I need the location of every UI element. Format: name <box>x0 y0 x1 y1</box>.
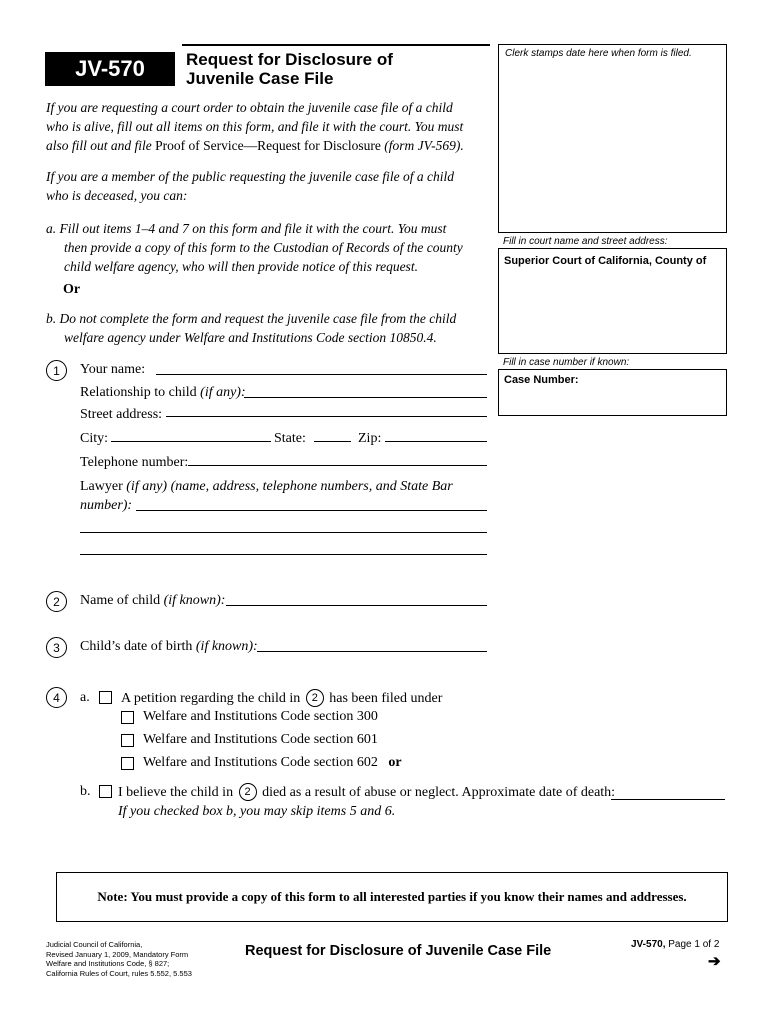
option-a-line2: then provide a copy of this form to the Custodian of Records of the county <box>64 240 463 255</box>
item-4b-text <box>118 783 615 801</box>
form-title <box>186 50 393 88</box>
item-2-number: 2 <box>46 591 67 612</box>
item-4b-text2: died as a result of abuse or neglect. Approximate date of death: <box>262 785 616 800</box>
title-rule <box>182 44 490 46</box>
child-dob-text: Child’s date of birth <box>80 639 193 654</box>
option-b-line2: welfare agency under Welfare and Institutions Code section 10850.4. <box>64 330 437 345</box>
item-4b-note: If you checked box b, you may skip items 5 and 6. <box>118 804 396 819</box>
zip-field[interactable] <box>385 441 487 442</box>
lawyer-field-line2[interactable] <box>80 532 487 533</box>
state-field[interactable] <box>314 441 351 442</box>
section-300-checkbox[interactable] <box>121 711 134 724</box>
intro-p1-line3-c: (form JV-569). <box>380 138 464 153</box>
item-4b-letter: b. <box>80 784 91 799</box>
item-4a-ref: 2 <box>306 689 324 707</box>
relationship-field[interactable] <box>244 397 487 398</box>
footer-form-id: JV-570, <box>631 939 666 950</box>
your-name-field[interactable] <box>156 374 487 375</box>
child-dob-note: (if known): <box>195 639 258 654</box>
section-602-or: or <box>388 755 402 770</box>
form-number-badge: JV-570 <box>45 52 175 86</box>
item-4b-checkbox[interactable] <box>99 785 112 798</box>
lawyer-note-line2: number): <box>80 498 133 513</box>
intro-option-b <box>46 309 456 347</box>
case-number-hint: Fill in case number if known: <box>503 357 630 368</box>
footer-line3: Welfare and Institutions Code, § 827; <box>46 959 170 968</box>
footer-line1: Judicial Council of California, <box>46 940 143 949</box>
clerk-stamp-label: Clerk stamps date here when form is filed. <box>505 48 692 59</box>
option-a-line3: child welfare agency, who will then provide notice of this request. <box>64 259 418 274</box>
city-label: City: <box>80 431 109 446</box>
form-title-line1: Request for Disclosure of <box>186 50 393 69</box>
footer-page-label <box>631 939 719 950</box>
intro-paragraph-2 <box>46 167 454 205</box>
note-text: Note: You must provide a copy of this form to all interested parties if you know their names and addresses. <box>97 889 687 904</box>
relationship-text: Relationship to child <box>80 385 197 400</box>
note-box <box>56 872 728 922</box>
child-name-note: (if known): <box>163 593 226 608</box>
lawyer-text: Lawyer <box>80 479 123 494</box>
state-label: State: <box>274 431 306 446</box>
child-name-label <box>80 593 225 609</box>
next-page-arrow-icon[interactable]: ➔ <box>708 953 721 970</box>
telephone-label: Telephone number: <box>80 455 189 470</box>
section-300-label: Welfare and Institutions Code section 300 <box>143 709 378 724</box>
form-title-line2: Juvenile Case File <box>186 69 334 88</box>
footer-title: Request for Disclosure of Juvenile Case File <box>245 943 552 959</box>
intro-p2-line2: who is deceased, you can: <box>46 188 188 203</box>
intro-or-label: Or <box>63 282 81 297</box>
lawyer-note: (if any) (name, address, telephone numbers, and State Bar <box>126 479 453 494</box>
child-name-field[interactable] <box>226 605 487 606</box>
item-4a-checkbox[interactable] <box>99 691 112 704</box>
section-602-label <box>143 755 402 771</box>
lawyer-field-line1[interactable] <box>136 510 487 511</box>
case-number-box[interactable] <box>498 369 727 416</box>
clerk-stamp-box[interactable] <box>498 44 727 233</box>
item-4a-text1: A petition regarding the child in <box>121 691 301 706</box>
your-name-label: Your name: <box>80 362 146 377</box>
intro-p2-line1: If you are a member of the public requesting the juvenile case file of a child <box>46 169 455 184</box>
telephone-field[interactable] <box>188 465 487 466</box>
section-601-checkbox[interactable] <box>121 734 134 747</box>
relationship-label <box>80 385 246 401</box>
street-address-field[interactable] <box>166 416 487 417</box>
intro-p1-line3 <box>46 136 464 155</box>
section-602-text: Welfare and Institutions Code section 602 <box>143 755 378 770</box>
item-4b-ref: 2 <box>239 783 257 801</box>
intro-p1-line2: who is alive, fill out all items on this form, and file it with the court. You must <box>46 119 464 134</box>
lawyer-field-line3[interactable] <box>80 554 487 555</box>
section-601-label: Welfare and Institutions Code section 601 <box>143 732 378 747</box>
option-a-line1: a. Fill out items 1–4 and 7 on this form and file it with the court. You must <box>46 221 447 236</box>
lawyer-label <box>80 479 453 495</box>
zip-label: Zip: <box>358 431 382 446</box>
option-b-line1: b. Do not complete the form and request the juvenile case file from the child <box>46 311 457 326</box>
date-of-death-field[interactable] <box>611 799 725 800</box>
intro-option-a <box>46 219 463 276</box>
item-4-number: 4 <box>46 687 67 708</box>
relationship-note: (if any): <box>200 385 246 400</box>
footer-citation <box>46 940 192 978</box>
proof-of-service-title: Proof of Service—Request for Disclosure <box>155 138 381 153</box>
case-number-label: Case Number: <box>504 374 579 386</box>
court-name-box[interactable] <box>498 248 727 354</box>
intro-p1-line3-a: also fill out and file <box>46 138 156 153</box>
city-field[interactable] <box>111 441 271 442</box>
item-4a-letter: a. <box>80 690 90 705</box>
item-4b-text1: I believe the child in <box>118 785 234 800</box>
court-name-text: Superior Court of California, County of <box>504 255 707 267</box>
item-4a-text <box>121 689 442 707</box>
item-3-number: 3 <box>46 637 67 658</box>
child-dob-label <box>80 639 258 655</box>
intro-paragraph-1 <box>46 98 464 155</box>
child-dob-field[interactable] <box>257 651 487 652</box>
court-name-label: Fill in court name and street address: <box>503 236 668 247</box>
street-address-label: Street address: <box>80 407 163 422</box>
footer-line2: Revised January 1, 2009, Mandatory Form <box>46 949 189 959</box>
intro-p1-line1: If you are requesting a court order to obtain the juvenile case file of a child <box>46 100 453 115</box>
item-4a-text2: has been filed under <box>329 691 443 706</box>
item-1-number: 1 <box>46 360 67 381</box>
footer-line4: California Rules of Court, rules 5.552, 5.553 <box>46 968 192 978</box>
child-name-text: Name of child <box>80 593 161 608</box>
footer-page-number: Page 1 of 2 <box>668 939 720 950</box>
section-602-checkbox[interactable] <box>121 757 134 770</box>
